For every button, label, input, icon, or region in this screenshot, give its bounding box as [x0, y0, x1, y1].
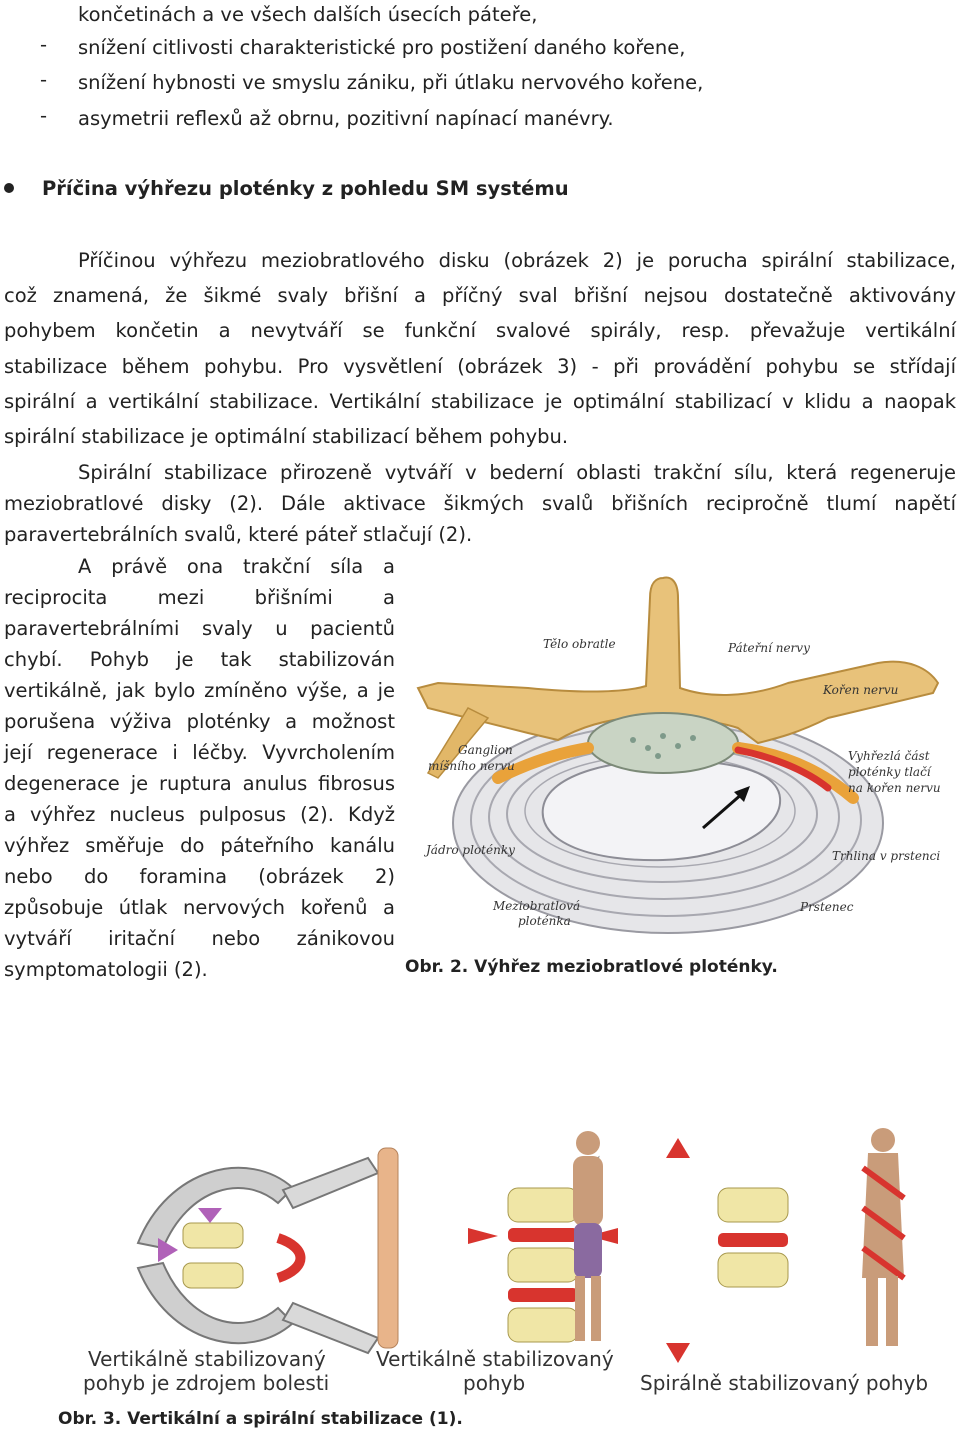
- label-vyhrez: Vyhřezlá část: [848, 749, 930, 763]
- panel-2-label-2: pohyb: [463, 1371, 526, 1395]
- section-heading: Příčina výhřezu ploténky z pohledu SM systému: [42, 177, 569, 200]
- list-dash: -: [40, 68, 48, 91]
- panel-3-label: Spirálně stabilizovaný pohyb: [640, 1371, 929, 1395]
- column-line: paravertebrálními svaly u pacientů: [4, 617, 395, 640]
- column-line: nebo do foramina (obrázek 2): [4, 865, 395, 888]
- column-line: a výhřez nucleus pulposus (2). Když: [4, 803, 395, 826]
- bullet-icon: [4, 183, 14, 193]
- label-mezi-2: ploténka: [518, 914, 571, 928]
- paragraph-line: meziobratlové disky (2). Dále aktivace šikmých svalů břišních recipročně tlumí napětí: [4, 492, 956, 515]
- column-line: chybí. Pohyb je tak stabilizován: [4, 648, 395, 671]
- column-line: A právě ona trakční síla a: [78, 555, 395, 578]
- paragraph-line: spirální a vertikální stabilizace. Vertikální stabilizace je optimální stabilizací v klidu a naopak: [4, 390, 956, 413]
- column-line: způsobuje útlak nervových kořenů a: [4, 896, 395, 919]
- text-column: [4, 551, 395, 985]
- label-trhlina: Trhlina v prstenci: [832, 849, 941, 863]
- paragraph-line: což znamená, že šikmé svaly břišní a příčný sval břišní nejsou dostatečně aktivovány: [4, 284, 956, 307]
- figure-2-caption: Obr. 2. Výhřez meziobratlové ploténky.: [405, 957, 778, 977]
- spinal-cord: [588, 713, 738, 773]
- paragraph-line: Příčinou výhřezu meziobratlového disku (obrázek 2) je porucha spirální stabilizace,: [78, 249, 956, 272]
- herniated-disc-illustration: [408, 568, 948, 948]
- paragraph-line: Spirální stabilizace přirozeně vytváří v bederní oblasti trakční sílu, která regeneruje: [78, 461, 956, 484]
- column-line: reciprocita mezi břišními a: [4, 586, 395, 609]
- column-line: porušena výživa ploténky a možnost: [4, 710, 395, 733]
- label-jadro: Jádro ploténky: [426, 843, 515, 857]
- list-dash: -: [40, 33, 48, 56]
- stabilization-illustration: [78, 1128, 958, 1400]
- label-ganglion: Ganglion: [458, 743, 513, 757]
- panel-1-label: Vertikálně stabilizovaný: [88, 1347, 326, 1371]
- column-line: její regenerace i léčby. Vyvrcholením: [4, 741, 395, 764]
- label-koren: Kořen nervu: [823, 683, 899, 697]
- list-item: snížení citlivosti charakteristické pro postižení daného kořene,: [78, 36, 686, 59]
- label-vyhrez-2: ploténky tlačí: [848, 765, 931, 779]
- column-line: vertikálně, jak bylo zmíněno výše, a je: [4, 679, 395, 702]
- paragraph-line: paravertebrálních svalů, které páteř stlačují (2).: [4, 523, 473, 546]
- column-line: symptomatologii (2).: [4, 958, 208, 981]
- label-paterni: Páteřní nervy: [728, 641, 810, 655]
- column-line: vytváří iritační nebo zánikovou: [4, 927, 395, 950]
- list-item: asymetrii reflexů až obrnu, pozitivní napínací manévry.: [78, 107, 614, 130]
- panel-3-spiral: [666, 1128, 904, 1363]
- panel-2-label: Vertikálně stabilizovaný: [376, 1347, 614, 1371]
- label-ganglion-2: míšního nervu: [428, 759, 515, 773]
- column-line: výhřez směřuje do páteřního kanálu: [4, 834, 395, 857]
- paragraph-line: stabilizace během pohybu. Pro vysvětlení (obrázek 3) - při provádění pohybu se střídají: [4, 355, 956, 378]
- panel-1-label-2: pohyb je zdrojem bolesti: [83, 1371, 330, 1395]
- panel-1-pliers: [138, 1158, 378, 1353]
- label-prstenec: Prstenec: [800, 900, 854, 914]
- list-item: snížení hybnosti ve smyslu zániku, při útlaku nervového kořene,: [78, 71, 704, 94]
- label-mezi: Meziobratlová: [493, 899, 581, 913]
- column-line: degenerace je ruptura anulus fibrosus: [4, 772, 395, 795]
- figure-3-caption: Obr. 3. Vertikální a spirální stabilizace (1).: [58, 1409, 463, 1429]
- label-telo: Tělo obratle: [543, 637, 616, 651]
- text-line: končetinách a ve všech dalších úsecích páteře,: [78, 3, 538, 26]
- list-dash: -: [40, 104, 48, 127]
- panel-2-figure: [573, 1131, 603, 1341]
- label-vyhrez-3: na kořen nervu: [848, 781, 941, 795]
- paragraph-line: spirální stabilizace je optimální stabilizací během pohybu.: [4, 425, 569, 448]
- paragraph-line: pohybem končetin a nevytváří se funkční svalové spirály, resp. převažuje vertikální: [4, 319, 956, 342]
